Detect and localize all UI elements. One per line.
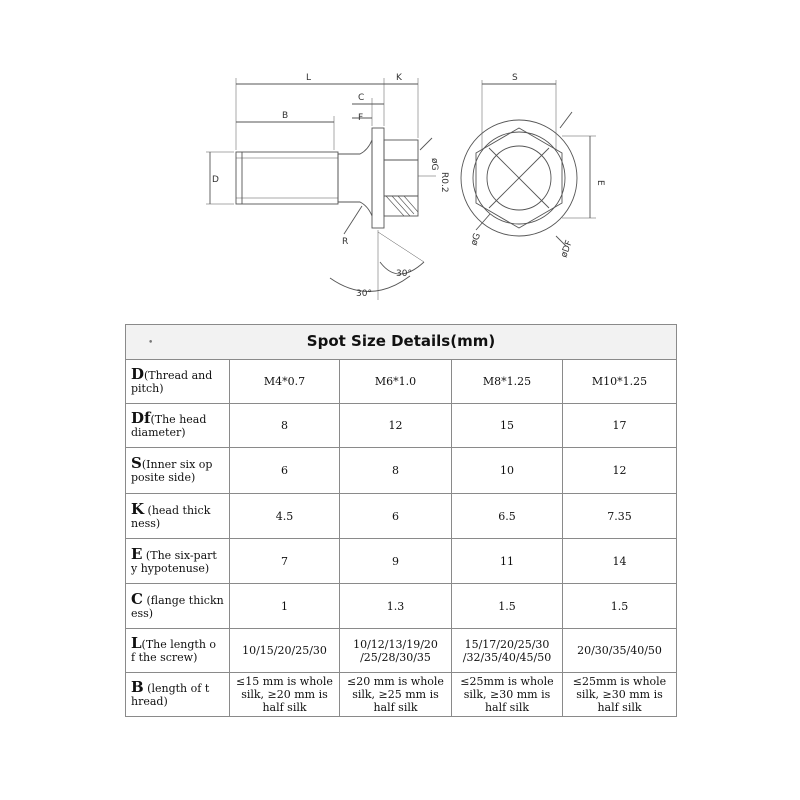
flange-section [372, 128, 384, 228]
table-row-C [126, 584, 677, 629]
table-title-row [126, 325, 677, 360]
row-label: B (length of t hread) [126, 673, 230, 717]
row-label: E (The six-part y hypotenuse) [126, 539, 230, 584]
shank-section [338, 140, 372, 216]
table-cell: 10 [452, 448, 563, 494]
dim-label-phiDF: øDF [559, 239, 575, 260]
table-cell: 11 [452, 539, 563, 584]
spot-size-table [125, 324, 677, 717]
row-label: S(Inner six op posite side) [126, 448, 230, 494]
dim-label-phiG-side: øG [429, 158, 439, 171]
dim-label-B: B [282, 111, 289, 121]
dim-label-phiG-front: øG [469, 231, 484, 248]
table-row-D [126, 360, 677, 404]
table-cell: 15 [452, 404, 563, 448]
dim-label-K: K [396, 73, 402, 83]
row-label: C (flange thickn ess) [126, 584, 230, 629]
table-cell: 8 [340, 448, 452, 494]
thread-section [236, 152, 338, 204]
row-label: K (head thick ness) [126, 494, 230, 539]
table-cell: M10*1.25 [563, 360, 677, 404]
table-cell: 10/12/13/19/20 /25/28/30/35 [340, 629, 452, 673]
table-cell: M8*1.25 [452, 360, 563, 404]
table-title: Spot Size Details(mm) [306, 332, 496, 350]
table-row-E [126, 539, 677, 584]
table-cell: 17 [563, 404, 677, 448]
dim-label-D: D [212, 175, 219, 185]
table-row-L [126, 629, 677, 673]
table-row-K [126, 494, 677, 539]
table-row-Df [126, 404, 677, 448]
table-cell: 6 [340, 494, 452, 539]
table-cell: 8 [230, 404, 340, 448]
table-cell: ≤20 mm is whole silk, ≥25 mm is half silk [340, 673, 452, 717]
title-marker: • [148, 338, 154, 348]
table-cell: 1.3 [340, 584, 452, 629]
table-cell: 12 [563, 448, 677, 494]
table-cell: ≤25mm is whole silk, ≥30 mm is half silk [563, 673, 677, 717]
table-cell: 14 [563, 539, 677, 584]
table-cell: 6.5 [452, 494, 563, 539]
dim-label-R02: R0.2 [439, 172, 449, 193]
table-cell: 15/17/20/25/30 /32/35/40/45/50 [452, 629, 563, 673]
row-label: Df(The head diameter) [126, 404, 230, 448]
table-cell: 1 [230, 584, 340, 629]
table-cell: 7 [230, 539, 340, 584]
table-cell: 4.5 [230, 494, 340, 539]
table-cell: ≤25mm is whole silk, ≥30 mm is half silk [452, 673, 563, 717]
table-cell: 20/30/35/40/50 [563, 629, 677, 673]
table-cell: ≤15 mm is whole silk, ≥20 mm is half silk [230, 673, 340, 717]
dim-label-S: S [512, 73, 518, 83]
table-cell: M4*0.7 [230, 360, 340, 404]
hex-head-section [384, 140, 418, 216]
dim-label-angle2: 30° [396, 269, 412, 279]
table-cell: 7.35 [563, 494, 677, 539]
table-cell: 10/15/20/25/30 [230, 629, 340, 673]
table-cell: 6 [230, 448, 340, 494]
dim-label-F: F [358, 113, 364, 123]
table-cell: M6*1.0 [340, 360, 452, 404]
dim-label-L: L [306, 73, 312, 83]
table-cell: 12 [340, 404, 452, 448]
row-label: L(The length o f the screw) [126, 629, 230, 673]
technical-drawing [0, 0, 800, 320]
table-row-S [126, 448, 677, 494]
table-cell: 1.5 [452, 584, 563, 629]
table-cell: 9 [340, 539, 452, 584]
dim-label-R: R [342, 237, 349, 247]
flange-bolt-diagram [0, 0, 800, 320]
dim-label-E: E [595, 180, 605, 186]
row-label: D(Thread and pitch) [126, 360, 230, 404]
dim-label-C: C [358, 93, 365, 103]
table-row-B [126, 673, 677, 717]
dim-label-angle1: 30° [356, 289, 372, 299]
table-cell: 1.5 [563, 584, 677, 629]
